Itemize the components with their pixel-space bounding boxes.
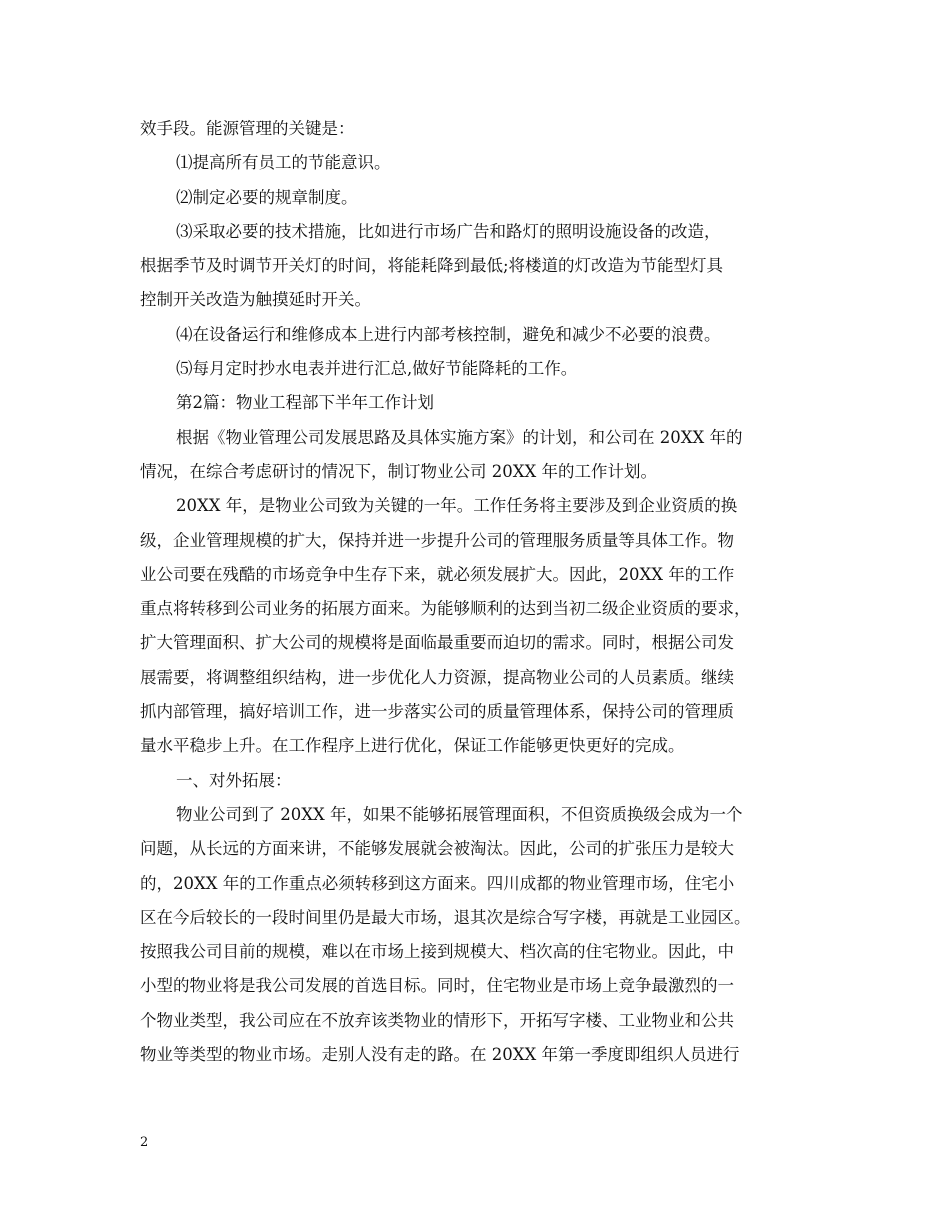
text-line: ⑸每月定时抄水电表并进行汇总,做好节能降耗的工作。 (176, 359, 578, 379)
text-line: 量水平稳步上升。在工作程序上进行优化，保证工作能够更快更好的完成。 (140, 736, 685, 756)
text-line: 一、对外拓展： (176, 770, 292, 790)
text-line: 个物业类型，我公司应在不放弃该类物业的情形下，开拓写字楼、工业物业和公共 (140, 1010, 734, 1030)
text-line: ⑶采取必要的技术措施，比如进行市场广告和路灯的照明设施设备的改造， (176, 221, 721, 241)
page-number: 2 (140, 1135, 149, 1150)
text-line: ⑷在设备运行和维修成本上进行内部考核控制，避免和减少不必要的浪费。 (176, 324, 721, 344)
text-line: 第2篇：物业工程部下半年工作计划 (176, 393, 434, 413)
text-line: 重点将转移到公司业务的拓展方面来。为能够顺利的达到当初二级企业资质的要求， (140, 599, 751, 619)
text-line: 的，20XX 年的工作重点必须转移到这方面来。四川成都的物业管理市场，住宅小 (140, 873, 735, 893)
text-line: 效手段。能源管理的关键是： (140, 119, 355, 138)
text-line: 根据季节及时调节开关灯的时间，将能耗降到最低;将楼道的灯改造为节能型灯具 (140, 256, 724, 276)
text-line: 根据《物业管理公司发展思路及具体实施方案》的计划，和公司在 20XX 年的 (176, 427, 743, 447)
text-line: 小型的物业将是我公司发展的首选目标。同时，住宅物业是市场上竞争最激烈的一 (140, 976, 734, 996)
text-line: 级，企业管理规模的扩大，保持并进一步提升公司的管理服务质量等具体工作。物 (140, 530, 734, 550)
text-line: 按照我公司目前的规模，难以在市场上接到规模大、档次高的住宅物业。因此，中 (140, 942, 734, 962)
text-line: 情况，在综合考虑研讨的情况下，制订物业公司 20XX 年的工作计划。 (140, 461, 657, 481)
text-line: 业公司要在残酷的市场竞争中生存下来，就必须发展扩大。因此，20XX 年的工作 (140, 564, 735, 584)
text-line: 控制开关改造为触摸延时开关。 (140, 290, 371, 310)
text-line: 区在今后较长的一段时间里仍是最大市场，退其次是综合写字楼，再就是工业园区。 (140, 907, 751, 927)
text-line: 20XX 年，是物业公司致为关键的一年。工作任务将主要涉及到企业资质的换 (176, 496, 738, 516)
text-line: 展需要，将调整组织结构，进一步优化人力资源，提高物业公司的人员素质。继续 (140, 667, 734, 687)
body-text (140, 112, 820, 1072)
text-line: ⑴提高所有员工的节能意识。 (176, 153, 391, 173)
text-line: 物业公司到了 20XX 年，如果不能够拓展管理面积，不但资质换级会成为一个 (176, 804, 743, 824)
text-line: ⑵制定必要的规章制度。 (176, 187, 358, 207)
text-line: 抓内部管理，搞好培训工作，进一步落实公司的质量管理体系，保持公司的管理质 (140, 702, 734, 722)
text-line: 物业等类型的物业市场。走别人没有走的路。在 20XX 年第一季度即组织人员进行 (140, 1045, 740, 1065)
text-line: 问题，从长远的方面来讲，不能够发展就会被淘汰。因此，公司的扩张压力是较大 (140, 839, 734, 859)
text-line: 扩大管理面积、扩大公司的规模将是面临最重要而迫切的需求。同时，根据公司发 (140, 633, 734, 653)
